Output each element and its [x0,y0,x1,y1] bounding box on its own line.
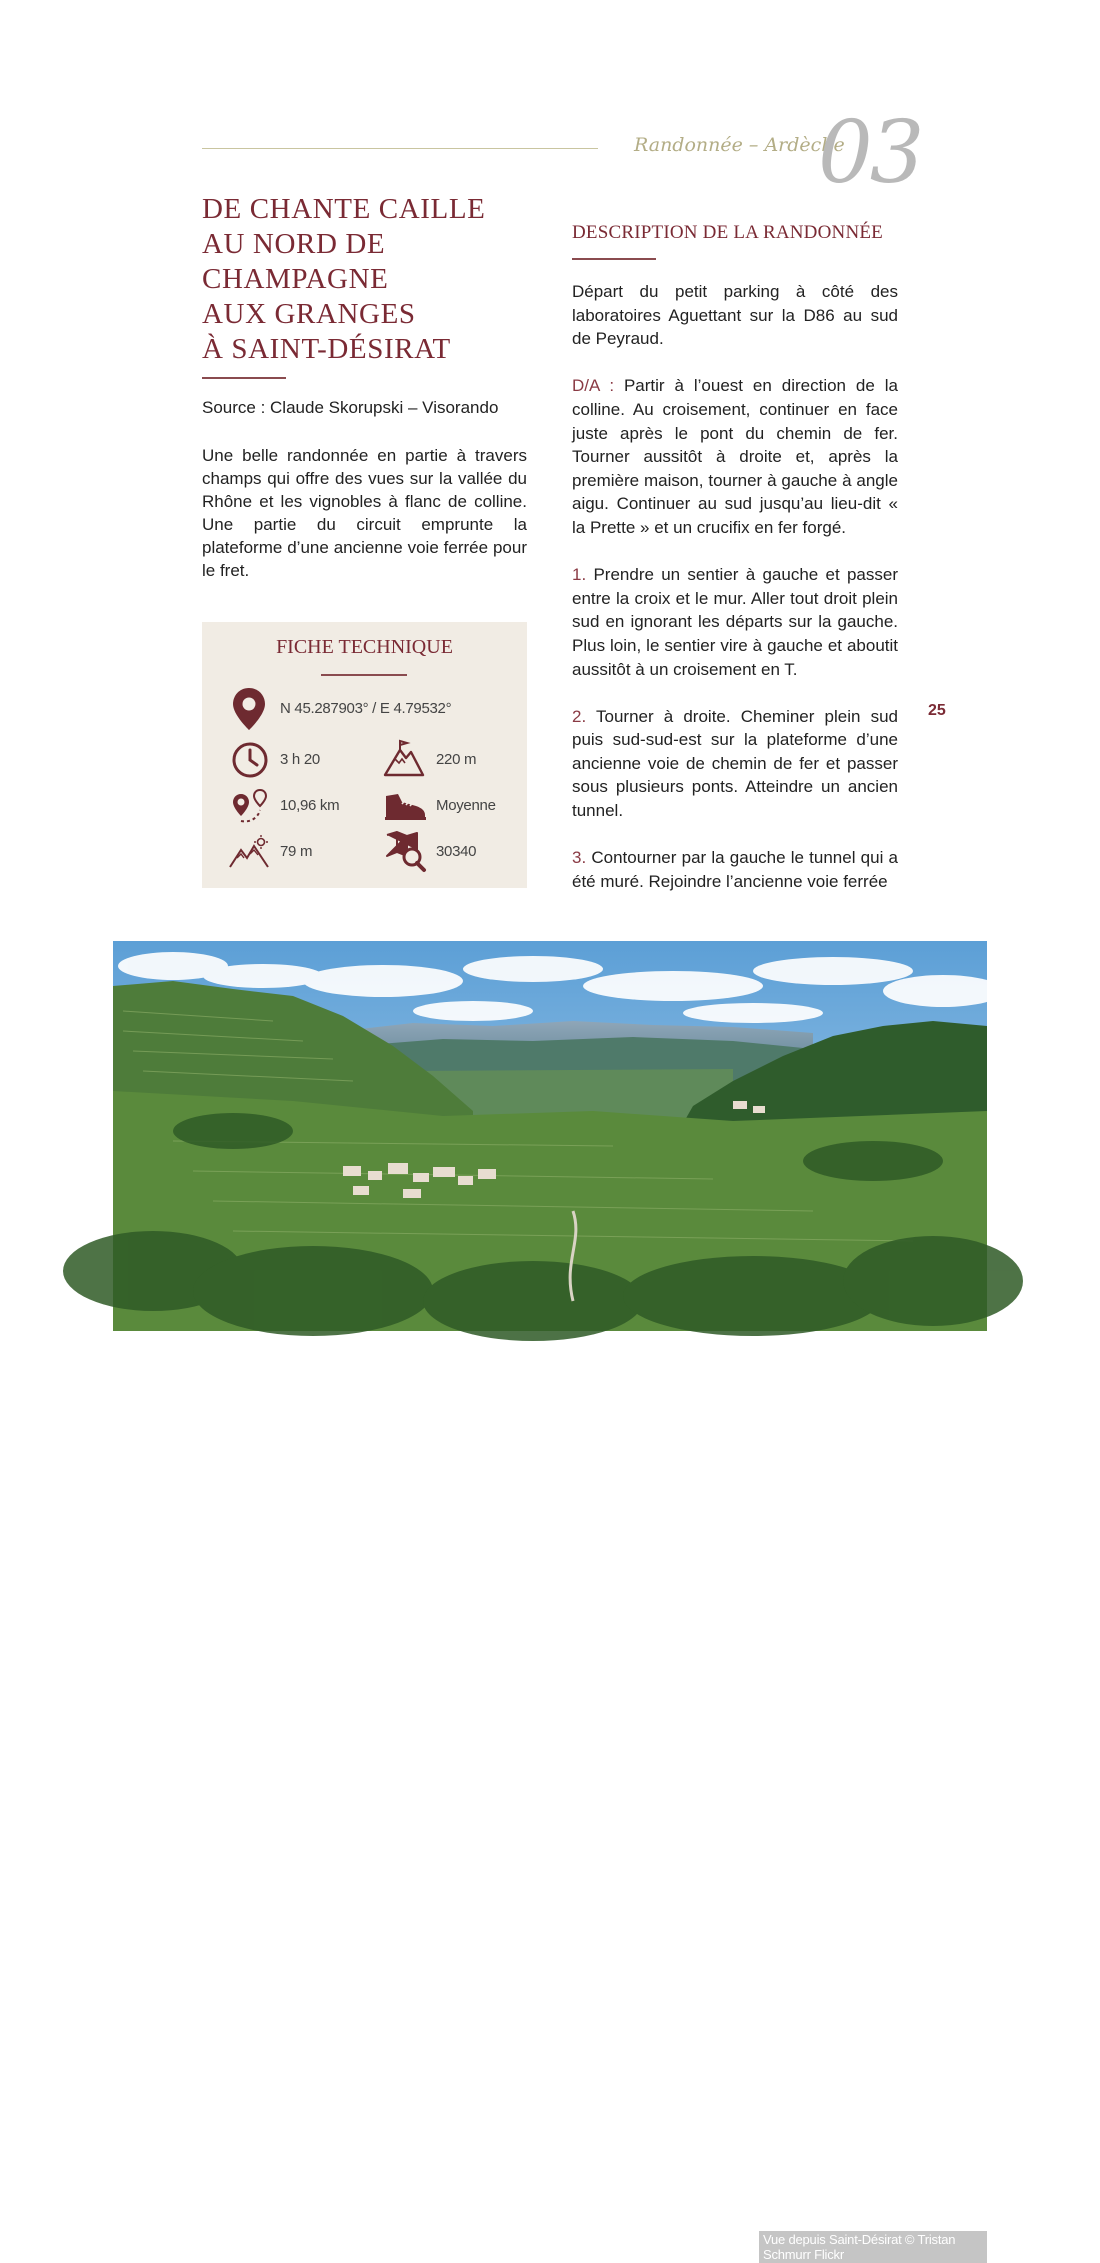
header-rule [202,148,598,149]
coordinates-value: N 45.287903° / E 4.79532° [280,700,452,717]
step-paragraph [572,705,898,823]
valley-landscape-illustration [113,941,987,1331]
mountain-icon [382,738,426,778]
step-text: Tourner à droite. Cheminer plein sud puis sud-sud-est sur la plateforme d’une ancienne voie de chemin de fer et passer sous plusieurs ponts. Atteindre un ancien tunnel. [572,706,898,821]
title-line: CHAMPAGNE [202,263,389,295]
hiking-boot-icon [382,790,428,822]
difficulty-value: Moyenne [436,797,496,814]
step-number: 1. [572,565,587,585]
description-title: DESCRIPTION DE LA RANDONNÉE [572,222,883,243]
step-number: 2. [572,706,587,726]
step-text: Contourner par la gauche le tunnel qui a été muré. Rejoindre l’ancienne voie ferrée [572,848,898,891]
page-title [202,192,532,367]
title-line: AUX GRANGES [202,298,416,330]
da-text: Partir à l’ouest en direction de la colline. Au croisement, continuer en face juste après le pont du chemin de fer. Tourner aussitôt à droite et, après la première maison, tourner à gauche à angle aigu. Continuer au sud jusqu’au lieu-dit « la Prette » et un crucifix en fer forgé. [572,376,898,537]
intro-paragraph: Une belle randonnée en partie à travers champs qui offre des vues sur la vallée du Rhône et les vignobles à flanc de colline. Une partie du circuit emprunte la plateforme d’une ancienne voie ferrée pour le fret. [202,446,527,580]
step-number: 3. [572,848,587,868]
description-body [572,280,898,892]
route-icon [230,788,270,826]
fiche-rule [321,674,407,676]
fiche-title: FICHE TECHNIQUE [276,636,453,658]
map-search-icon [384,830,426,872]
landscape-photo [113,941,987,2262]
distance-value: 10,96 km [280,797,340,814]
elevation-gain-value: 220 m [436,751,477,768]
step-paragraph [572,846,898,893]
title-line: AU NORD DE [202,228,386,260]
altitude-icon [228,834,270,870]
chapter-number: 03 [818,103,922,203]
title-line: À SAINT-DÉSIRAT [202,333,451,365]
header-label: Randonnée – Ardèche [634,134,845,156]
duration-value: 3 h 20 [280,751,320,768]
description-rule [572,258,656,260]
source-credit: Source : Claude Skorupski – Visorando [202,398,499,417]
da-label: D/A : [572,376,615,396]
da-paragraph [572,374,898,539]
postcode-value: 30340 [436,843,477,860]
step-paragraph [572,563,898,681]
map-pin-icon [231,686,267,732]
photo-caption: Vue depuis Saint-Désirat © Tristan Schmurr Flickr [759,2231,987,2263]
clock-icon [230,740,270,780]
title-line: DE CHANTE CAILLE [202,193,486,225]
min-altitude-value: 79 m [280,843,313,860]
start-paragraph: Départ du petit parking à côté des laboratoires Aguettant sur la D86 au sud de Peyraud. [572,282,898,349]
title-rule [202,377,286,379]
page-number: 25 [928,702,946,719]
step-text: Prendre un sentier à gauche et passer entre la croix et le mur. Aller tout droit plein sud en ignorant les départs sur la gauche. Plus loin, le sentier vire à gauche et aboutit aussitôt à un croisement en T. [572,565,898,679]
fiche-technique-box [202,622,527,888]
